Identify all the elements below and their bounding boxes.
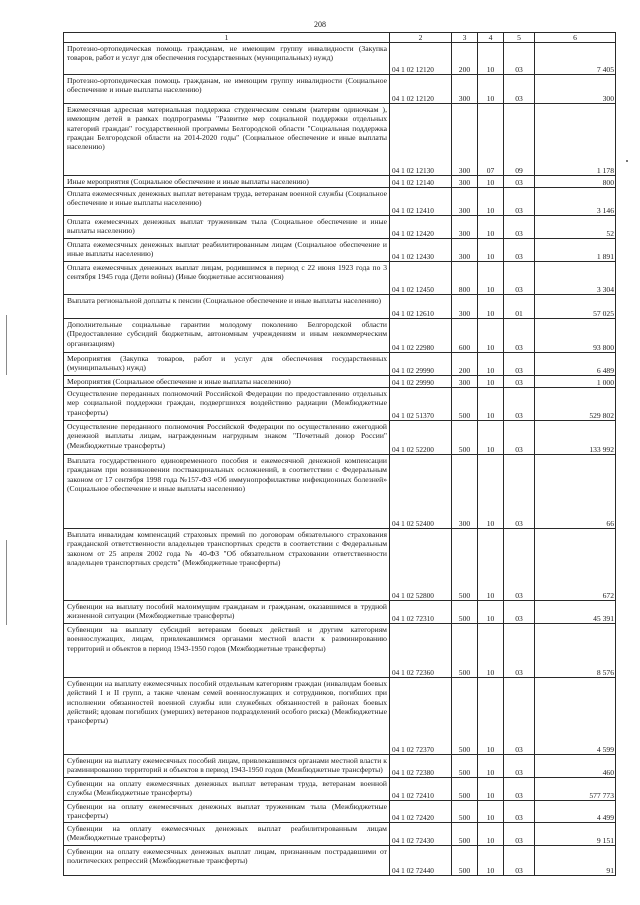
row-expense-type: 300	[452, 216, 478, 239]
row-expense-type: 300	[452, 104, 478, 176]
row-section: 10	[478, 846, 504, 876]
row-subsection: 03	[504, 455, 535, 529]
row-budget-code: 04 1 02 12120	[390, 43, 452, 75]
row-expense-type: 800	[452, 262, 478, 295]
row-amount: 529 802	[535, 388, 616, 421]
table-row	[64, 421, 616, 455]
table-row	[64, 104, 616, 176]
row-amount: 45 391	[535, 601, 616, 624]
row-section: 10	[478, 295, 504, 319]
table-row	[64, 624, 616, 678]
row-amount: 8 576	[535, 624, 616, 678]
row-budget-code: 04 1 02 72430	[390, 823, 452, 846]
row-expense-type: 200	[452, 353, 478, 376]
row-amount: 6 489	[535, 353, 616, 376]
row-amount: 52	[535, 216, 616, 239]
table-row	[64, 376, 616, 388]
row-section: 10	[478, 376, 504, 388]
row-section: 10	[478, 353, 504, 376]
row-section: 10	[478, 529, 504, 601]
row-amount: 3 146	[535, 188, 616, 216]
row-expense-type: 500	[452, 846, 478, 876]
row-description: Ежемесячная адресная материальная поддержка студенческим семьям (матерям одиночкам ), имеющим детей в рамках подпрограммы "Развитие мер социальной поддержки отдельных категорий граждан" государственной программы Белгородской области "Социальная поддержка граждан Белгородской области на 2014-2020 годы" (Социальное обеспечение и иные выплаты населению)	[64, 104, 390, 176]
row-subsection: 03	[504, 376, 535, 388]
row-expense-type: 500	[452, 529, 478, 601]
row-amount: 1 178	[535, 104, 616, 176]
row-description: Субвенции на оплату ежемесячных денежных выплат реабилитированным лицам (Межбюджетные трансферты)	[64, 823, 390, 846]
row-subsection: 03	[504, 801, 535, 823]
table-row	[64, 801, 616, 823]
row-amount: 3 304	[535, 262, 616, 295]
row-expense-type: 300	[452, 376, 478, 388]
table-row	[64, 188, 616, 216]
row-subsection: 03	[504, 529, 535, 601]
row-amount: 7 405	[535, 43, 616, 75]
row-budget-code: 04 1 02 72440	[390, 846, 452, 876]
table-row	[64, 846, 616, 876]
row-section: 10	[478, 421, 504, 455]
row-amount: 577 773	[535, 778, 616, 801]
row-budget-code: 04 1 02 29990	[390, 376, 452, 388]
row-budget-code: 04 1 02 72420	[390, 801, 452, 823]
row-budget-code: 04 1 02 51370	[390, 388, 452, 421]
row-section: 10	[478, 755, 504, 778]
table-row	[64, 353, 616, 376]
row-section: 10	[478, 43, 504, 75]
table-row	[64, 823, 616, 846]
row-expense-type: 500	[452, 678, 478, 755]
row-budget-code: 04 1 02 12120	[390, 75, 452, 104]
table-row	[64, 455, 616, 529]
row-subsection: 03	[504, 755, 535, 778]
row-amount: 672	[535, 529, 616, 601]
row-description: Выплата региональной доплаты к пенсии (Социальное обеспечение и иные выплаты населению)	[64, 295, 390, 319]
row-section: 10	[478, 319, 504, 353]
row-subsection: 03	[504, 239, 535, 262]
row-subsection: 03	[504, 601, 535, 624]
row-description: Оплата ежемесячных денежных выплат труженикам тыла (Социальное обеспечение и иные выплаты населению)	[64, 216, 390, 239]
row-subsection: 03	[504, 678, 535, 755]
row-description: Осуществление переданного полномочия Российской Федерации по осуществлению ежегодной денежной выплаты лицам, награжденным нагрудным знаком "Почетный донор России"(Межбюджетные трансферты)	[64, 421, 390, 455]
row-subsection: 03	[504, 823, 535, 846]
table-row	[64, 755, 616, 778]
row-expense-type: 500	[452, 755, 478, 778]
row-expense-type: 300	[452, 75, 478, 104]
row-amount: 1 000	[535, 376, 616, 388]
row-subsection: 09	[504, 104, 535, 176]
row-description: Иные мероприятия (Социальное обеспечение и иные выплаты населению)	[64, 176, 390, 188]
header-col-2: 2	[390, 33, 452, 43]
row-subsection: 03	[504, 319, 535, 353]
row-description: Протезно-ортопедическая помощь гражданам, не имеющим группу инвалидности (Социальное обеспечение и иные выплаты населению)	[64, 75, 390, 104]
row-section: 10	[478, 823, 504, 846]
row-description: Субвенции на выплату ежемесячных пособий отдельным категориям граждан (инвалидам боевых действий I и II групп, а также членам семей военнослужащих и сотрудников, погибших при исполнении обязанностей военной службы или служебных обязанностей в районах боевых действий; вдовам погибших (умерших) ветеранов подразделений особого риска) (Межбюджетные трансферты)	[64, 678, 390, 755]
row-description: Субвенции на оплату ежемесячных денежных выплат труженикам тыла (Межбюджетные трансферты)	[64, 801, 390, 823]
table-row	[64, 319, 616, 353]
table-header-row	[64, 33, 616, 43]
row-expense-type: 200	[452, 43, 478, 75]
row-budget-code: 04 1 02 72370	[390, 678, 452, 755]
row-amount: 66	[535, 455, 616, 529]
row-description: Субвенции на оплату ежемесячных денежных выплат ветеранам труда, ветеранам военной службы (Межбюджетные трансферты)	[64, 778, 390, 801]
row-subsection: 03	[504, 216, 535, 239]
row-expense-type: 500	[452, 421, 478, 455]
row-amount: 133 992	[535, 421, 616, 455]
row-budget-code: 04 1 02 52400	[390, 455, 452, 529]
row-budget-code: 04 1 02 12430	[390, 239, 452, 262]
row-section: 10	[478, 262, 504, 295]
row-expense-type: 300	[452, 455, 478, 529]
row-subsection: 03	[504, 778, 535, 801]
row-amount: 9 151	[535, 823, 616, 846]
row-budget-code: 04 1 02 12130	[390, 104, 452, 176]
row-subsection: 03	[504, 176, 535, 188]
table-body	[64, 33, 616, 876]
table-row	[64, 75, 616, 104]
row-budget-code: 04 1 02 12410	[390, 188, 452, 216]
row-expense-type: 500	[452, 823, 478, 846]
row-expense-type: 500	[452, 624, 478, 678]
row-amount: 300	[535, 75, 616, 104]
row-subsection: 03	[504, 421, 535, 455]
table-row	[64, 388, 616, 421]
row-budget-code: 04 1 02 52800	[390, 529, 452, 601]
table-row	[64, 176, 616, 188]
table-row	[64, 601, 616, 624]
table-row	[64, 778, 616, 801]
row-subsection: 03	[504, 188, 535, 216]
row-section: 10	[478, 678, 504, 755]
row-section: 10	[478, 624, 504, 678]
row-description: Выплата государственного единовременного пособия и ежемесячной денежной компенсации гражданам при возникновении поствакцинальных осложнений, в соответствии с Федеральным законом от 17 сентября 1998 года №157-ФЗ «Об иммунопрофилактике инфекционных болезней» (Социальное обеспечение и иные выплаты населению)	[64, 455, 390, 529]
row-description: Субвенции на выплату ежемесячных пособий лицам, привлекавшимся органами местной власти к разминированию территорий и объектов в период 1943-1950 годов (Межбюджетные трансферты)	[64, 755, 390, 778]
row-section: 10	[478, 801, 504, 823]
row-section: 10	[478, 176, 504, 188]
row-budget-code: 04 1 02 22980	[390, 319, 452, 353]
row-subsection: 01	[504, 295, 535, 319]
row-description: Субвенции на выплату пособий малоимущим гражданам и гражданам, оказавшимся в трудной жизненной ситуации (Межбюджетные трансферты)	[64, 601, 390, 624]
table-row	[64, 239, 616, 262]
row-section: 10	[478, 216, 504, 239]
row-budget-code: 04 1 02 72380	[390, 755, 452, 778]
row-section: 10	[478, 75, 504, 104]
header-col-6: 6	[535, 33, 616, 43]
row-amount: 57 025	[535, 295, 616, 319]
scan-speck	[626, 160, 628, 162]
row-expense-type: 600	[452, 319, 478, 353]
table-row	[64, 295, 616, 319]
row-expense-type: 300	[452, 239, 478, 262]
table-row	[64, 216, 616, 239]
row-subsection: 03	[504, 846, 535, 876]
row-expense-type: 500	[452, 801, 478, 823]
row-description: Дополнительные социальные гарантии молодому поколению Белгородской области (Предоставление субсидий бюджетным, автономным учреждениям и иным некоммерческим организациям)	[64, 319, 390, 353]
row-budget-code: 04 1 02 72310	[390, 601, 452, 624]
row-expense-type: 300	[452, 188, 478, 216]
row-description: Выплата инвалидам компенсаций страховых премий по договорам обязательного страхования гражданской ответственности владельцев транспортных средств в соответствии с Федеральным законом от 25 апреля 2002 года № 40-ФЗ "Об обязательном страховании ответственности владельцев транспортных средств" (Межбюджетные трансферты)	[64, 529, 390, 601]
table-row	[64, 529, 616, 601]
row-description: Осуществление переданных полномочий Российской Федерации по предоставлению отдельных мер социальной поддержки граждан, подвергшихся воздействию радиации (Межбюджетные трансферты)	[64, 388, 390, 421]
row-budget-code: 04 1 02 72410	[390, 778, 452, 801]
row-subsection: 03	[504, 43, 535, 75]
row-budget-code: 04 1 02 12610	[390, 295, 452, 319]
row-budget-code: 04 1 02 72360	[390, 624, 452, 678]
row-amount: 93 800	[535, 319, 616, 353]
table-row	[64, 262, 616, 295]
row-amount: 1 891	[535, 239, 616, 262]
row-expense-type: 500	[452, 778, 478, 801]
row-budget-code: 04 1 02 29990	[390, 353, 452, 376]
header-col-5: 5	[504, 33, 535, 43]
header-col-4: 4	[478, 33, 504, 43]
row-description: Субвенции на выплату субсидий ветеранам боевых действий и другим категориям военнослужащих, лицам, привлекавшимся органами местной власти к разминированию территорий и объектов в период 1943-1950 годов (Межбюджетные трансферты)	[64, 624, 390, 678]
page-number: 208	[314, 20, 326, 29]
header-col-1: 1	[64, 33, 390, 43]
row-subsection: 03	[504, 353, 535, 376]
row-expense-type: 500	[452, 388, 478, 421]
row-amount: 4 499	[535, 801, 616, 823]
table-row	[64, 678, 616, 755]
row-budget-code: 04 1 02 12420	[390, 216, 452, 239]
row-expense-type: 300	[452, 295, 478, 319]
budget-table	[63, 32, 616, 876]
row-budget-code: 04 1 02 12140	[390, 176, 452, 188]
row-section: 07	[478, 104, 504, 176]
row-amount: 800	[535, 176, 616, 188]
table-row	[64, 43, 616, 75]
row-section: 10	[478, 778, 504, 801]
row-description: Оплата ежемесячных денежных выплат лицам, родившимся в период с 22 июня 1923 года по 3 сентября 1945 года (Дети войны) (Иные бюджетные ассигнования)	[64, 262, 390, 295]
row-expense-type: 500	[452, 601, 478, 624]
row-description: Оплата ежемесячных денежных выплат реабилитированным лицам (Социальное обеспечение и иные выплаты населению)	[64, 239, 390, 262]
row-section: 10	[478, 188, 504, 216]
scan-margin-mark	[6, 315, 7, 375]
row-description: Субвенции на оплату ежемесячных денежных выплат лицам, признанным пострадавшими от политических репрессий (Межбюджетные трансферты)	[64, 846, 390, 876]
row-budget-code: 04 1 02 52200	[390, 421, 452, 455]
row-description: Мероприятия (Закупка товаров, работ и услуг для обеспечения государственных (муниципальных) нужд)	[64, 353, 390, 376]
row-section: 10	[478, 455, 504, 529]
row-description: Оплата ежемесячных денежных выплат ветеранам труда, ветеранам военной службы (Социальное обеспечение и иные выплаты населению)	[64, 188, 390, 216]
row-subsection: 03	[504, 388, 535, 421]
row-description: Протезно-ортопедическая помощь гражданам, не имеющим группу инвалидности (Закупка товаров, работ и услуг для обеспечения государственных (муниципальных) нужд)	[64, 43, 390, 75]
row-expense-type: 300	[452, 176, 478, 188]
row-section: 10	[478, 601, 504, 624]
row-budget-code: 04 1 02 12450	[390, 262, 452, 295]
row-section: 10	[478, 239, 504, 262]
scan-margin-mark	[6, 540, 7, 625]
row-description: Мероприятия (Социальное обеспечение и иные выплаты населению)	[64, 376, 390, 388]
row-amount: 460	[535, 755, 616, 778]
row-amount: 91	[535, 846, 616, 876]
row-amount: 4 599	[535, 678, 616, 755]
row-subsection: 03	[504, 75, 535, 104]
header-col-3: 3	[452, 33, 478, 43]
row-subsection: 03	[504, 262, 535, 295]
row-subsection: 03	[504, 624, 535, 678]
row-section: 10	[478, 388, 504, 421]
